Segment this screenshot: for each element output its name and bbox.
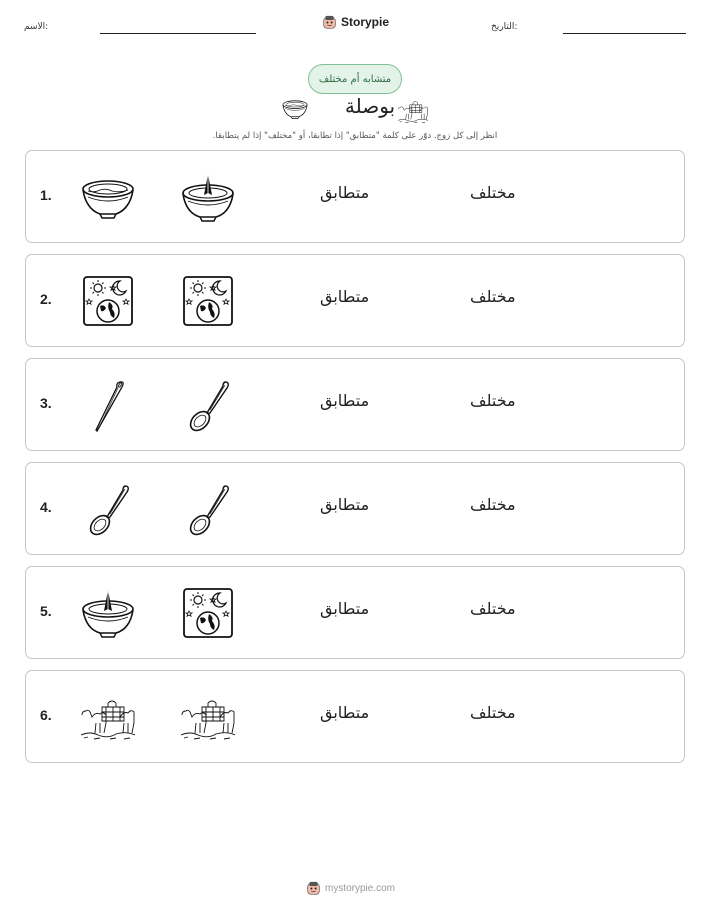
spoon-icon [80, 483, 136, 537]
camel-caravan-icon [180, 691, 236, 745]
different-option[interactable]: مختلف [470, 391, 516, 410]
footer-url[interactable]: mystorypie.com [325, 882, 396, 894]
same-option[interactable]: متطابق [320, 183, 370, 202]
different-option[interactable]: مختلف [470, 287, 516, 306]
row-number: 2. [40, 291, 52, 307]
row-number: 5. [40, 603, 52, 619]
name-label: الاسم: [24, 22, 49, 32]
exercise-row [25, 254, 685, 347]
title-row [270, 92, 440, 122]
row-number: 3. [40, 395, 52, 411]
different-option[interactable]: مختلف [470, 599, 516, 618]
date-label: التاريخ: [491, 22, 518, 32]
earth-sky-icon [180, 275, 236, 329]
bowl-icon [80, 171, 136, 225]
earth-sky-icon [80, 275, 136, 329]
different-option[interactable]: مختلف [470, 495, 516, 514]
mascot-icon [306, 881, 321, 896]
row-number: 1. [40, 187, 52, 203]
different-option[interactable]: مختلف [470, 703, 516, 722]
exercise-row [25, 358, 685, 451]
date-line[interactable] [563, 33, 686, 34]
compass-bowl-icon [180, 171, 236, 225]
same-option[interactable]: متطابق [320, 495, 370, 514]
row-number: 6. [40, 707, 52, 723]
same-option[interactable]: متطابق [320, 599, 370, 618]
exercise-row [25, 462, 685, 555]
same-option[interactable]: متطابق [320, 391, 370, 410]
spoon-icon [180, 379, 236, 433]
brand-logo [322, 13, 389, 31]
needle-icon [80, 379, 136, 433]
spoon-icon [180, 483, 236, 537]
camel-caravan-icon [80, 691, 136, 745]
compass-bowl-icon [80, 587, 136, 641]
earth-sky-icon [180, 587, 236, 641]
name-line[interactable] [100, 33, 256, 34]
exercise-row [25, 566, 685, 659]
exercise-row [25, 150, 685, 243]
mascot-icon [322, 15, 337, 30]
same-option[interactable]: متطابق [320, 703, 370, 722]
instructions: انظر إلى كل زوج. دوّر على كلمة "متطابق" إذا تطابقا، أو "مختلف" إذا لم يتطابقا. [212, 131, 498, 141]
worksheet-type-badge: متشابه أم مختلف [308, 64, 402, 94]
row-number: 4. [40, 499, 52, 515]
exercise-row [25, 670, 685, 763]
bowl-icon [280, 96, 310, 122]
page-title: بوصلة [344, 94, 396, 118]
footer [306, 879, 395, 897]
same-option[interactable]: متطابق [320, 287, 370, 306]
brand-name: Storypie [341, 15, 390, 29]
different-option[interactable]: مختلف [470, 183, 516, 202]
